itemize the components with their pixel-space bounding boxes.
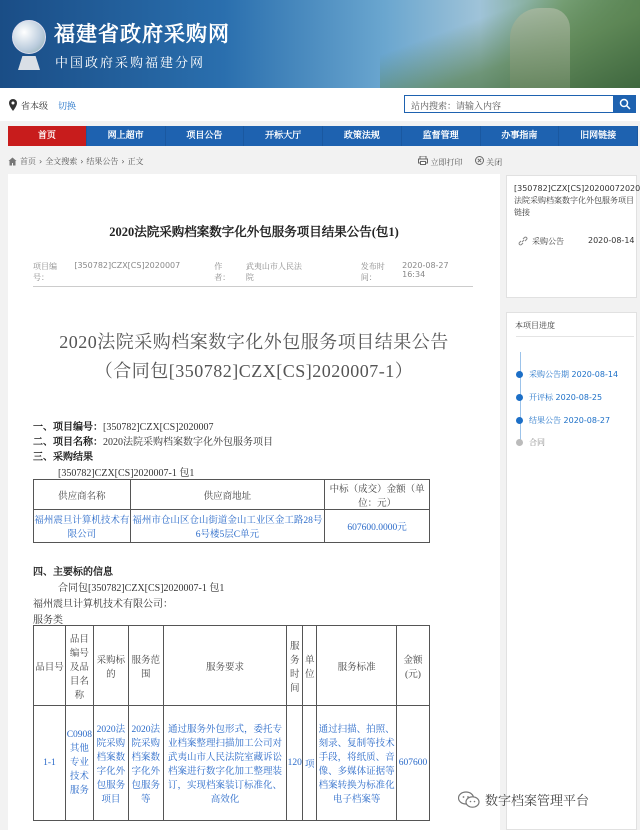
page-tools: [418, 156, 502, 168]
detail-header-time: 服务时间: [287, 626, 303, 706]
close-button[interactable]: [475, 156, 503, 168]
location-pin-icon: [8, 99, 18, 111]
meta-id-label: 项目编号：: [33, 262, 57, 282]
article-heading-line2: （合同包[350782]CZX[CS]2020007-1）: [94, 361, 414, 381]
meta-author: 武夷山市人民法院: [245, 262, 302, 282]
progress-step-label: 结果公告 2020-08-27: [529, 416, 611, 425]
section-project-name: [33, 433, 273, 448]
result-header-address: 供应商地址: [130, 480, 324, 510]
nav-item-supervision[interactable]: 监督管理: [402, 126, 481, 146]
site-subtitle: 中国政府采购福建分网: [55, 56, 206, 71]
section-subject-heading: [33, 563, 113, 578]
meta-author-label: 作者：: [214, 262, 231, 282]
progress-dot-icon: [516, 371, 523, 378]
article-title: 2020法院采购档案数字化外包服务项目结果公告(包1): [109, 225, 399, 239]
detail-header-unit: 单位: [303, 626, 317, 706]
detail-cell-item-no: 1-1: [34, 706, 66, 821]
result-header-supplier: 供应商名称: [34, 480, 131, 510]
result-cell-supplier: 福州震旦计算机技术有限公司: [34, 510, 131, 543]
detail-cell-subject: 2020法院采购档案数字化外包服务项目: [93, 706, 128, 821]
section-subject-package: 合同包[350782]CZX[CS]2020007-1 包1: [58, 583, 225, 594]
meta-id: [350782]CZX[CS]2020007: [74, 261, 181, 270]
section-project-name-value: 2020法院采购档案数字化外包服务项目: [103, 437, 273, 448]
progress-dot-icon: [516, 394, 523, 401]
section-subject-company: 福州震旦计算机技术有限公司：: [33, 599, 173, 610]
watermark-text: 数字档案管理平台: [485, 794, 590, 809]
progress-step-contract: [516, 437, 545, 448]
section-result-heading: [33, 448, 93, 463]
site-title[interactable]: 福建省政府采购网: [54, 22, 230, 46]
meta-date-label: 发布时间：: [360, 262, 385, 282]
progress-step-bid-opening[interactable]: [516, 392, 602, 403]
nav-item-old-site[interactable]: 旧网链接: [559, 126, 638, 146]
progress-step-result[interactable]: [516, 415, 610, 426]
wechat-icon: [458, 791, 480, 809]
article-heading-line1: 2020法院采购档案数字化外包服务项目结果公告: [59, 332, 449, 352]
location-switch-link[interactable]: 切换: [58, 101, 77, 112]
table-row: [34, 510, 430, 543]
detail-header-item-code: 品目编号及品目名称: [65, 626, 93, 706]
nav-item-bid-hall[interactable]: 开标大厅: [244, 126, 323, 146]
related-link-item[interactable]: [518, 236, 635, 247]
detail-header-subject: 采购标的: [93, 626, 128, 706]
section-subject-category: 服务类: [33, 615, 63, 626]
progress-step-announcement[interactable]: [516, 369, 618, 380]
article-meta: [33, 261, 473, 287]
result-cell-address: 福州市仓山区仓山街道金山工业区金工路28号6号楼5层C单元: [130, 510, 324, 543]
detail-header-amount: 金额(元): [396, 626, 429, 706]
detail-header-standard: 服务标准: [317, 626, 397, 706]
result-cell-amount: 607600.0000元: [325, 510, 430, 543]
location-selector: [8, 96, 76, 114]
nav-item-home[interactable]: 首页: [8, 126, 87, 146]
nav-item-guide[interactable]: 办事指南: [481, 126, 560, 146]
progress-title: 本项目进度: [515, 321, 555, 330]
link-icon: [518, 236, 528, 246]
breadcrumb: 首页 › 全文搜索 › 结果公告 › 正文: [8, 156, 144, 167]
section-project-id-value: [350782]CZX[CS]2020007: [103, 422, 214, 433]
result-table: [33, 479, 430, 543]
detail-header-scope: 服务范围: [128, 626, 163, 706]
meta-date: 2020-08-27 16:34: [402, 261, 449, 279]
detail-cell-standard: 通过扫描、拍照、刻录、复制等技术手段，将纸质、音像、多媒体证据等档案转换为标准化电子档案等: [317, 706, 397, 821]
close-icon: [475, 156, 484, 165]
close-label: 关闭: [486, 158, 503, 167]
printer-icon: [418, 156, 428, 165]
breadcrumb-home[interactable]: 首页: [20, 157, 36, 166]
section-project-name-label: 二、项目名称：: [33, 437, 103, 448]
progress-divider: [516, 336, 634, 337]
home-icon: [8, 157, 17, 166]
detail-cell-requirement: 通过服务外包形式，委托专业档案整理扫描加工公司对武夷山市人民法院室藏诉讼档案进行数字化加工整理装订，实现档案装订标准化、高效化: [163, 706, 287, 821]
print-label: 立即打印: [430, 158, 463, 167]
breadcrumb-current: 正文: [127, 157, 144, 166]
progress-dot-icon: [516, 417, 523, 424]
detail-cell-unit: 项: [303, 706, 317, 821]
progress-step-label: 采购公告期 2020-08-14: [529, 370, 619, 379]
main-nav: [8, 126, 638, 146]
watermark: [458, 790, 589, 809]
section-result-package: [350782]CZX[CS]2020007-1 包1: [58, 468, 195, 479]
progress-dot-icon: [516, 439, 523, 446]
nav-item-policy[interactable]: 政策法规: [323, 126, 402, 146]
print-button[interactable]: [418, 156, 463, 168]
section-project-id: [33, 418, 214, 433]
table-row: [34, 706, 430, 821]
detail-cell-scope: 2020法院采购档案数字化外包服务等: [128, 706, 163, 821]
section-subject-label: 四、主要标的信息: [33, 567, 113, 578]
detail-header-item-no: 品目号: [34, 626, 66, 706]
search-icon: [619, 98, 631, 110]
globe-logo-icon: [10, 14, 48, 72]
search-button[interactable]: [614, 95, 636, 113]
progress-step-label: 合同: [529, 438, 545, 447]
section-result-label: 三、采购结果: [33, 452, 93, 463]
detail-cell-amount: 607600: [396, 706, 429, 821]
related-link-date: 2020-08-14: [588, 236, 635, 245]
location-label: 省本级: [21, 101, 49, 112]
nav-item-online-mall[interactable]: 网上超市: [87, 126, 166, 146]
result-header-amount: 中标（成交）金额（单位：元）: [325, 480, 430, 510]
detail-cell-item-code: C0908其他专业技术服务: [65, 706, 93, 821]
related-link-type: 采购公告: [532, 237, 564, 246]
related-link-title[interactable]: [350782]CZX[CS]20200072020法院采购档案数字化外包服务项目链接: [514, 184, 640, 217]
section-project-id-label: 一、项目编号：: [33, 422, 103, 433]
breadcrumb-search[interactable]: 全文搜索: [45, 157, 78, 166]
progress-panel: [506, 312, 637, 830]
detail-table: [33, 625, 430, 821]
detail-header-requirement: 服务要求: [163, 626, 287, 706]
search-input[interactable]: 站内搜索：请输入内容: [404, 95, 614, 113]
nav-item-announcements[interactable]: 项目公告: [166, 126, 245, 146]
progress-step-label: 开评标 2020-08-25: [529, 393, 603, 402]
breadcrumb-results[interactable]: 结果公告: [86, 157, 119, 166]
detail-cell-time: 120: [287, 706, 303, 821]
